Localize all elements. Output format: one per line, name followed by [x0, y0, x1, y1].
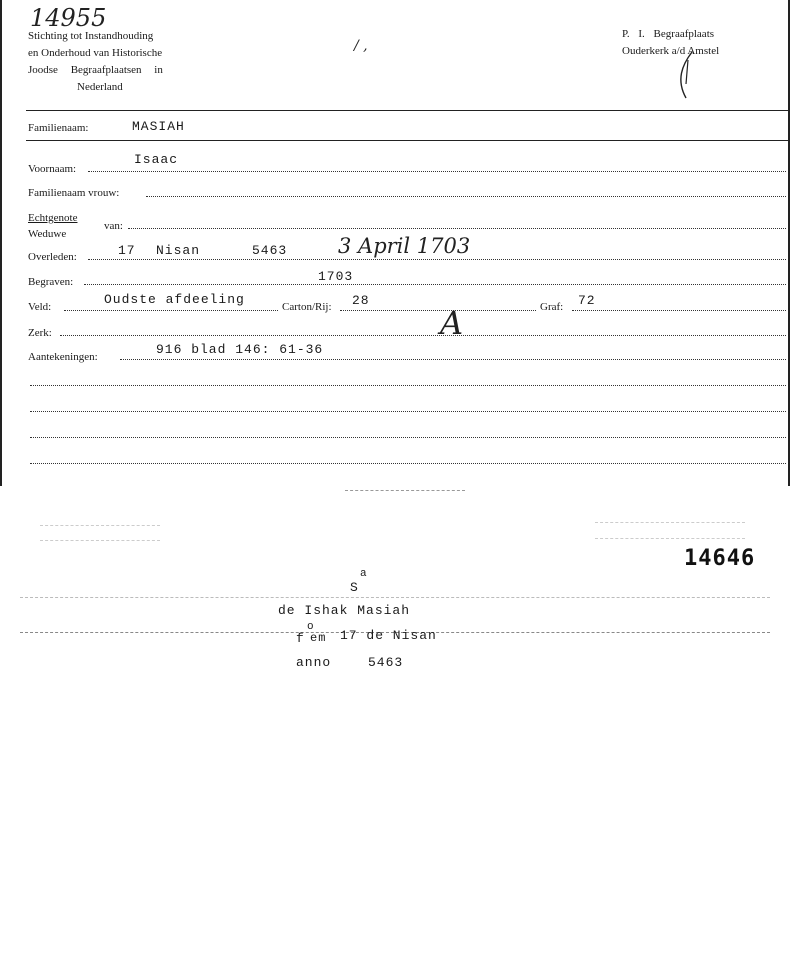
familienaam-value: MASIAH [132, 119, 185, 134]
scan-noise [595, 538, 745, 539]
familienaam-label: Familienaam: [28, 122, 89, 134]
transcription-name-line: de Ishak Masiah [278, 603, 411, 618]
voornaam-line [88, 171, 786, 172]
blank-line [30, 437, 786, 438]
van-line [128, 228, 786, 229]
zerk-label: Zerk: [28, 327, 52, 339]
voornaam-value: Isaac [134, 152, 179, 167]
veld-value: Oudste afdeeling [104, 292, 245, 307]
transcription-s-superscript: a [360, 568, 368, 580]
blank-line [30, 411, 786, 412]
card-left-edge [0, 0, 2, 486]
weduwe-label: Weduwe [28, 228, 67, 240]
scan-noise [595, 522, 745, 523]
aantekeningen-line [120, 359, 786, 360]
transcription-date-line: 17 de Nisan [340, 628, 437, 643]
handwritten-bracket-mark [672, 50, 702, 102]
veld-line [64, 310, 278, 311]
graf-line [572, 310, 786, 311]
aantekeningen-label: Aantekeningen: [28, 351, 98, 363]
overleden-line [88, 259, 786, 260]
blank-line [30, 463, 786, 464]
carton-value: 28 [352, 293, 370, 308]
transcription-f-superscript: o [307, 621, 315, 633]
scan-noise [40, 540, 160, 541]
zerk-handwritten-letter: A [440, 304, 464, 342]
transcription-em: em [310, 631, 327, 645]
begraven-label: Begraven: [28, 276, 74, 288]
blank-line [30, 385, 786, 386]
transcription-f: f [296, 631, 305, 646]
overleden-month: Nisan [156, 243, 201, 258]
carton-label: Carton/Rij: [282, 301, 332, 313]
familienaam-vrouw-line [146, 196, 786, 197]
org-line-1: Stichting tot Instandhouding [28, 30, 154, 42]
cemetery-line-1: P. I. Begraafplaats [622, 28, 715, 40]
pencil-marks: / , [354, 38, 368, 54]
card-right-edge [788, 0, 790, 486]
stamped-number: 14646 [684, 546, 756, 571]
transcription-s: S [350, 580, 359, 595]
overleden-label: Overleden: [28, 251, 77, 263]
begraven-line [84, 284, 786, 285]
header-rule [26, 110, 788, 111]
org-line-3: Joodse Begraafplaatsen in [28, 64, 163, 76]
van-label: van: [104, 220, 123, 232]
graf-value: 72 [578, 293, 596, 308]
org-line-4: Nederland [77, 81, 123, 93]
carton-line [340, 310, 536, 311]
overleden-handwritten-date: 3 April 1703 [338, 234, 471, 258]
scan-noise [20, 597, 770, 598]
echtgenote-label: Echtgenote [28, 212, 78, 224]
transcription-anno: anno [296, 655, 332, 670]
familienaam-rule [26, 140, 788, 141]
aantekeningen-value: 916 blad 146: 61-36 [156, 342, 324, 357]
overleden-year: 5463 [252, 243, 288, 258]
scan-noise [40, 525, 160, 526]
cemetery-line-2: Ouderkerk a/d Amstel [622, 45, 720, 57]
org-line-2: en Onderhoud van Historische [28, 47, 163, 59]
begraven-value: 1703 [318, 269, 354, 284]
overleden-day: 17 [118, 243, 136, 258]
scan-noise [345, 490, 465, 491]
graf-label: Graf: [540, 301, 564, 313]
veld-label: Veld: [28, 301, 52, 313]
voornaam-label: Voornaam: [28, 163, 77, 175]
handwritten-card-number: 14955 [30, 4, 107, 32]
transcription-year: 5463 [368, 655, 404, 670]
familienaam-vrouw-label: Familienaam vrouw: [28, 187, 120, 199]
zerk-line [60, 335, 786, 336]
